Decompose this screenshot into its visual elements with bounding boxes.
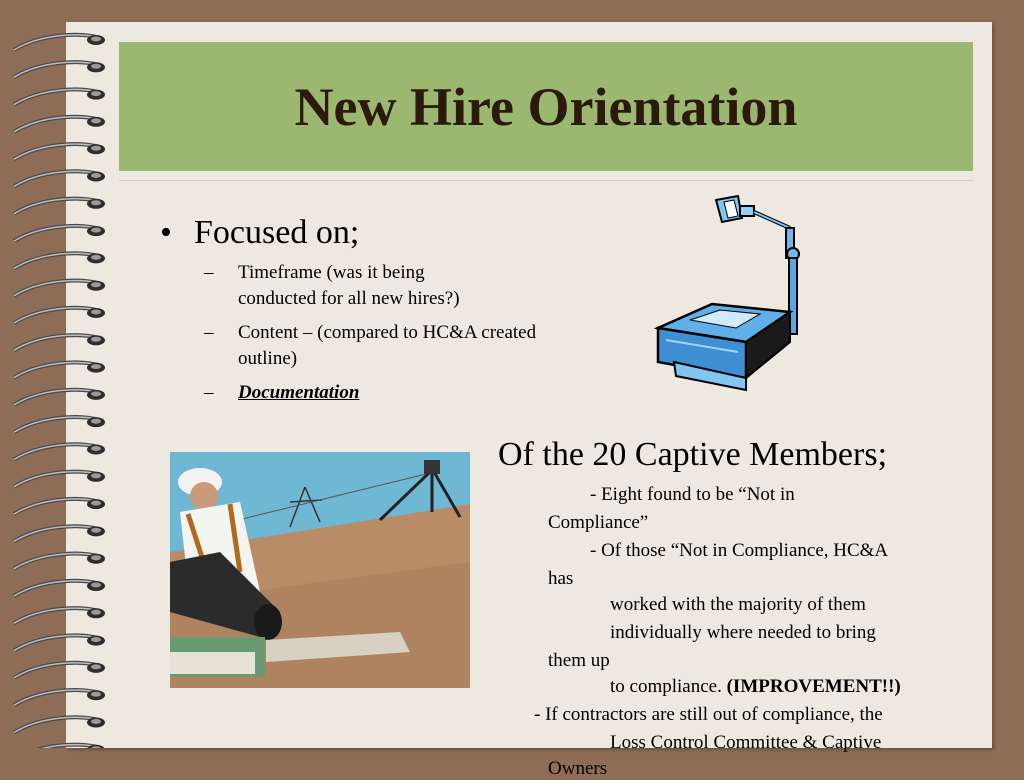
- spiral-coil: [14, 308, 105, 323]
- sub-item-timeframe: [204, 260, 540, 312]
- bullet-text: Focused on;: [194, 214, 360, 251]
- spiral-coil: [14, 635, 105, 650]
- spiral-coil: [14, 89, 105, 104]
- captive-line: - If contractors are still out of compliance, the: [534, 704, 883, 725]
- captive-line: Loss Control Committee & Captive: [610, 732, 882, 753]
- spiral-coil: [14, 717, 105, 732]
- spiral-coil: [14, 663, 105, 678]
- spiral-coil: [14, 608, 105, 623]
- spiral-coil: [14, 226, 105, 241]
- sub-item-dash: –: [204, 262, 214, 283]
- captive-line: Owners: [548, 758, 608, 779]
- spiral-coil: [14, 390, 105, 405]
- captive-line: Compliance”: [548, 512, 649, 533]
- spiral-coil: [14, 335, 105, 350]
- spiral-coil: [14, 745, 105, 748]
- spiral-coil: [14, 62, 105, 77]
- spiral-coil: [14, 417, 105, 432]
- spiral-coil: [14, 171, 105, 186]
- spiral-coil: [14, 144, 105, 159]
- captive-line: has: [548, 568, 574, 589]
- sub-item-text: Documentation: [238, 382, 360, 403]
- slide-title: New Hire Orientation: [294, 76, 798, 137]
- spiral-coil: [14, 117, 105, 132]
- bullet-list: [160, 214, 540, 406]
- spiral-coil: [14, 199, 105, 214]
- spiral-coil: [14, 362, 105, 377]
- divider: [119, 180, 973, 181]
- sub-item-text: Content – (compared to HC&A created outline): [238, 322, 537, 369]
- overhead-projector-icon: [650, 192, 820, 397]
- sub-item-content: [204, 320, 540, 372]
- captive-line: - Eight found to be “Not in: [590, 484, 795, 505]
- spiral-coil: [14, 526, 105, 541]
- captive-line: [610, 676, 901, 698]
- captive-line: them up: [548, 650, 610, 671]
- spiral-binding: [0, 30, 120, 748]
- title-bar: [119, 42, 973, 171]
- sub-item-dash: –: [204, 322, 214, 343]
- sub-item-documentation: [204, 380, 540, 406]
- bullet-focused-on: [160, 214, 540, 252]
- spiral-coil: [14, 554, 105, 569]
- spiral-coil: [14, 253, 105, 268]
- spiral-coil: [14, 35, 105, 50]
- bullet-marker: •: [160, 214, 172, 251]
- spiral-coil: [14, 499, 105, 514]
- improvement-text: (IMPROVEMENT!!): [726, 676, 901, 697]
- worker-roof-photo: [170, 452, 470, 688]
- spiral-coil: [14, 472, 105, 487]
- spiral-coil: [14, 581, 105, 596]
- spiral-coil: [14, 444, 105, 459]
- sub-item-dash: –: [204, 382, 214, 403]
- captive-line: - Of those “Not in Compliance, HC&A: [590, 540, 889, 561]
- captive-heading: Of the 20 Captive Members;: [498, 436, 888, 473]
- captive-line: individually where needed to bring: [610, 622, 876, 643]
- compliance-text: to compliance.: [610, 676, 722, 697]
- sub-item-text: Timeframe (was it being conducted for all new hires?): [238, 262, 460, 309]
- spiral-coil: [14, 281, 105, 296]
- captive-line: worked with the majority of them: [610, 594, 866, 615]
- spiral-coil: [14, 690, 105, 705]
